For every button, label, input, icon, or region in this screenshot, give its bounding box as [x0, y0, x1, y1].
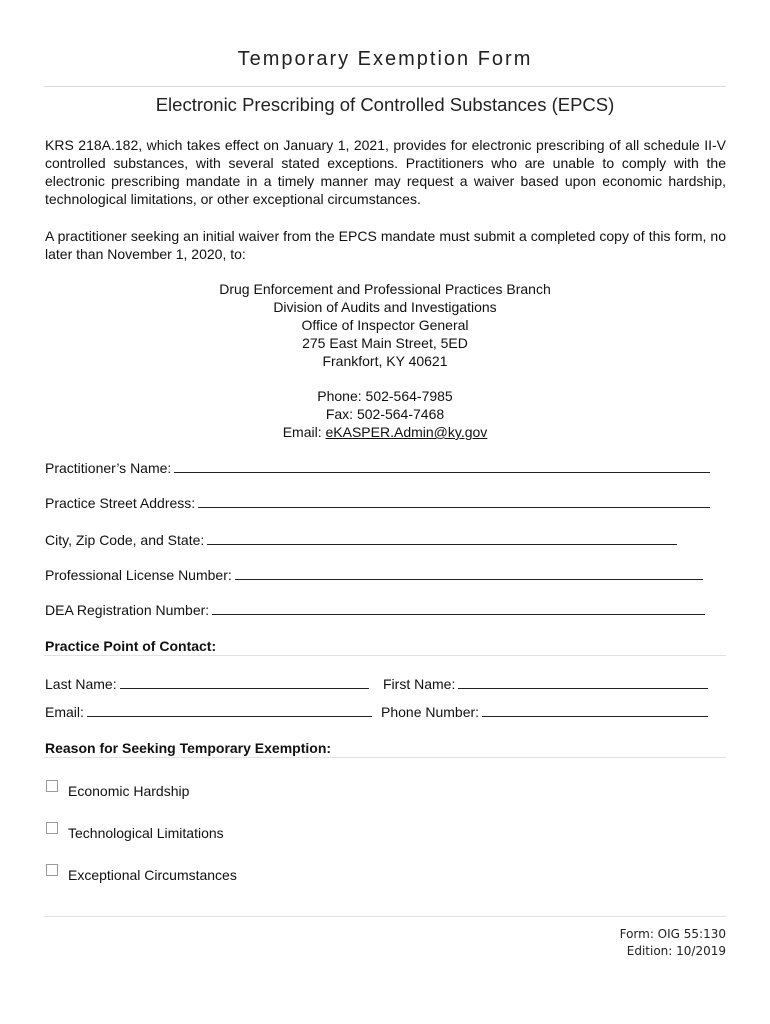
phone-number-label: Phone Number: — [381, 704, 480, 720]
last-name-label: Last Name: — [45, 676, 117, 692]
economic-hardship-label: Economic Hardship — [68, 783, 190, 799]
practitioner-name-label: Practitioner’s Name: — [45, 460, 172, 476]
fax-text: Fax: 502-564-7468 — [325, 406, 445, 422]
title-divider — [44, 86, 726, 87]
city-zip-state-input[interactable] — [207, 532, 677, 545]
practitioner-name-input[interactable] — [174, 460, 710, 473]
street-address-label: Practice Street Address: — [45, 495, 196, 511]
contact-info — [0, 387, 770, 441]
dea-number-field — [45, 601, 705, 619]
form-number: Form: OIG 55:130 — [619, 927, 726, 941]
reason-heading: Reason for Seeking Temporary Exemption: — [45, 740, 332, 756]
contact-email-field — [45, 703, 372, 721]
address-line: Office of Inspector General — [301, 317, 469, 333]
dea-number-input[interactable] — [212, 602, 705, 615]
street-address-input[interactable] — [198, 495, 710, 508]
technological-limitations-checkbox[interactable] — [46, 822, 58, 834]
exceptional-circumstances-checkbox[interactable] — [46, 864, 58, 876]
form-edition: Edition: 10/2019 — [626, 944, 726, 958]
form-subtitle: Electronic Prescribing of Controlled Substances (EPCS) — [155, 94, 615, 115]
form-title: Temporary Exemption Form — [237, 48, 533, 70]
license-number-input[interactable] — [235, 567, 703, 580]
phone-number-field — [381, 703, 708, 721]
license-number-label: Professional License Number: — [45, 567, 232, 583]
city-zip-state-field — [45, 531, 677, 549]
contact-email-label: Email: — [45, 704, 84, 720]
mailing-address — [0, 280, 770, 370]
technological-limitations-label: Technological Limitations — [68, 825, 224, 841]
form-footer — [620, 926, 726, 960]
street-address-field — [45, 494, 710, 512]
point-of-contact-heading: Practice Point of Contact: — [45, 638, 217, 654]
city-zip-state-label: City, Zip Code, and State: — [45, 532, 205, 548]
intro-paragraph: KRS 218A.182, which takes effect on January 1, 2021, provides for electronic prescribing of all schedule II-V controlled substances, with several stated exceptions. Practitioners who are unable to comply with the electronic prescribing mandate in a timely manner may request a waiver based upon economic hardship, technological limitations, or other exceptional circumstances. — [45, 137, 726, 207]
phone-text: Phone: 502-564-7985 — [317, 388, 453, 404]
address-line: 275 East Main Street, 5ED — [302, 335, 468, 351]
section-divider — [44, 655, 726, 656]
submit-paragraph: A practitioner seeking an initial waiver from the EPCS mandate must submit a completed copy of this form, no later than November 1, 2020, to: — [45, 228, 726, 262]
section-divider — [44, 757, 726, 758]
email-label: Email: — [282, 424, 326, 440]
license-number-field — [45, 566, 703, 584]
first-name-field — [383, 675, 708, 693]
first-name-label: First Name: — [383, 676, 456, 692]
dea-number-label: DEA Registration Number: — [45, 602, 210, 618]
address-line: Drug Enforcement and Professional Practices Branch — [219, 281, 551, 297]
address-line: Frankfort, KY 40621 — [322, 353, 448, 369]
phone-number-input[interactable] — [482, 704, 708, 717]
last-name-field — [45, 675, 369, 693]
last-name-input[interactable] — [120, 676, 369, 689]
footer-divider — [44, 916, 726, 917]
address-line: Division of Audits and Investigations — [273, 299, 497, 315]
email-link[interactable]: eKASPER.Admin@ky.gov — [325, 424, 488, 440]
contact-email-input[interactable] — [87, 704, 372, 717]
economic-hardship-checkbox[interactable] — [46, 780, 58, 792]
exceptional-circumstances-label: Exceptional Circumstances — [68, 867, 237, 883]
first-name-input[interactable] — [458, 676, 708, 689]
practitioner-name-field — [45, 459, 710, 477]
email-row — [0, 423, 770, 441]
